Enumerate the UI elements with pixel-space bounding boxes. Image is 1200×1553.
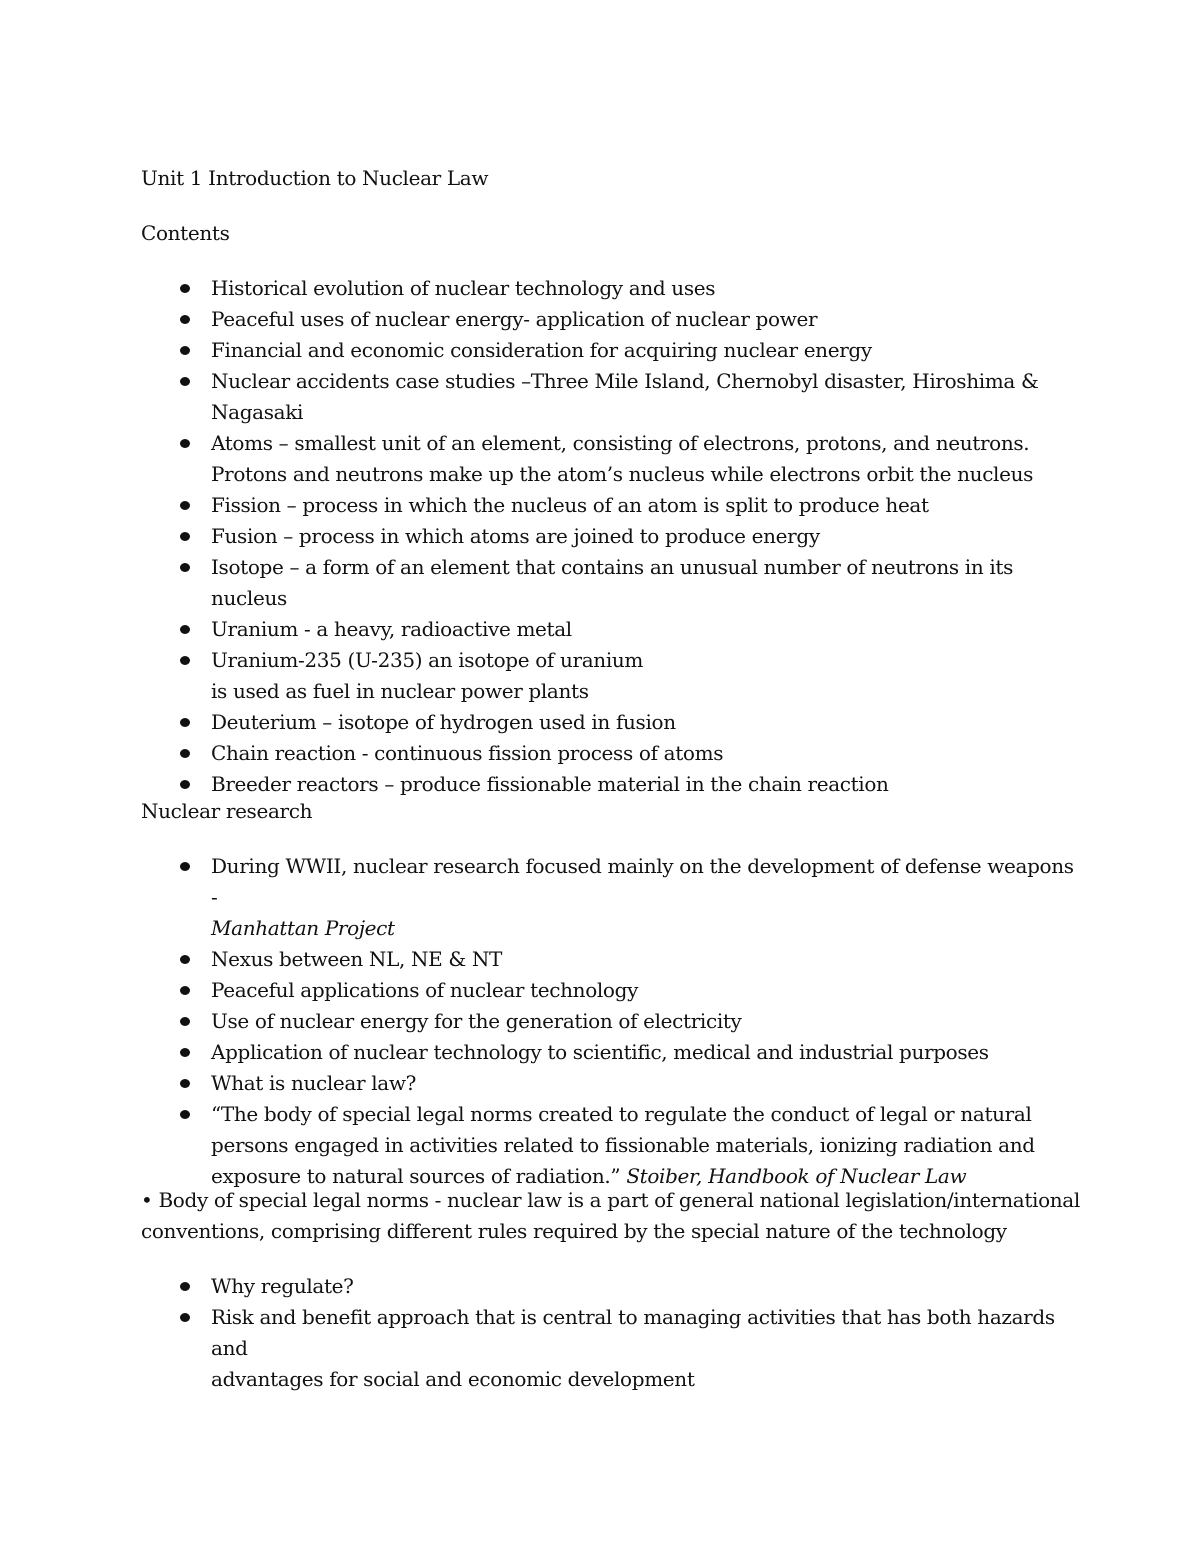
list-item: Peaceful applications of nuclear technology — [141, 975, 1081, 1006]
bullet-icon — [180, 377, 190, 386]
bullet-icon — [180, 563, 190, 572]
bullet-icon — [180, 284, 190, 293]
bullet-icon — [180, 718, 190, 727]
bullet-icon — [180, 1017, 190, 1026]
list-item: Nexus between NL, NE & NT — [141, 944, 1081, 975]
list-item: Why regulate? — [141, 1271, 1081, 1302]
list-item: Application of nuclear technology to scientific, medical and industrial purposes — [141, 1037, 1081, 1068]
list-item: Historical evolution of nuclear technology and uses — [141, 273, 1081, 304]
list-item: Deuterium – isotope of hydrogen used in fusion — [141, 707, 1081, 738]
bullet-icon — [180, 1079, 190, 1088]
list-item: Uranium - a heavy, radioactive metal — [141, 614, 1081, 645]
bullet-icon — [180, 749, 190, 758]
list-item: Peaceful uses of nuclear energy- application of nuclear power — [141, 304, 1081, 335]
citation: Stoiber, Handbook of Nuclear Law — [626, 1164, 967, 1188]
list-item: Financial and economic consideration for acquiring nuclear energy — [141, 335, 1081, 366]
contents-list — [141, 273, 1081, 800]
list-item: “The body of special legal norms created to regulate the conduct of legal or natural persons engaged in activities related to fissionable materials, ionizing radiation and exposure to natural sources of radiation.” Stoiber, Handbook of Nuclear Law — [141, 1099, 1081, 1192]
document-title: Unit 1 Introduction to Nuclear Law — [141, 166, 489, 190]
list-item: Isotope – a form of an element that contains an unusual number of neutrons in its nucleus — [141, 552, 1081, 614]
bullet-icon — [180, 1313, 190, 1322]
research-list — [141, 851, 1081, 1192]
list-item: During WWII, nuclear research focused mainly on the development of defense weapons - Manhattan Project — [141, 851, 1081, 944]
list-item: Risk and benefit approach that is central to managing activities that has both hazards and advantages for social and economic development — [141, 1302, 1081, 1395]
list-item: Fission – process in which the nucleus of an atom is split to produce heat — [141, 490, 1081, 521]
bullet-icon — [180, 780, 190, 789]
list-item: Atoms – smallest unit of an element, consisting of electrons, protons, and neutrons. Protons and neutrons make up the atom’s nucleus while electrons orbit the nucleus — [141, 428, 1081, 490]
bullet-icon — [180, 955, 190, 964]
bullet-icon — [180, 862, 190, 871]
list-item: Uranium-235 (U-235) an isotope of uranium is used as fuel in nuclear power plants — [141, 645, 1081, 707]
list-item: Use of nuclear energy for the generation of electricity — [141, 1006, 1081, 1037]
bullet-icon — [180, 346, 190, 355]
regulate-list — [141, 1271, 1081, 1395]
list-item: Nuclear accidents case studies –Three Mile Island, Chernobyl disaster, Hiroshima & Nagasaki — [141, 366, 1081, 428]
contents-heading: Contents — [141, 221, 230, 245]
bullet-icon — [180, 532, 190, 541]
list-item: Breeder reactors – produce fissionable material in the chain reaction — [141, 769, 1081, 800]
bullet-icon — [180, 986, 190, 995]
bullet-icon — [180, 625, 190, 634]
bullet-icon — [180, 315, 190, 324]
bullet-icon — [180, 1282, 190, 1291]
list-item: Chain reaction - continuous fission process of atoms — [141, 738, 1081, 769]
bullet-icon — [180, 656, 190, 665]
bullet-icon — [180, 501, 190, 510]
list-item: What is nuclear law? — [141, 1068, 1081, 1099]
bullet-icon — [180, 1048, 190, 1057]
list-item: Fusion – process in which atoms are joined to produce energy — [141, 521, 1081, 552]
research-heading: Nuclear research — [141, 799, 313, 823]
bullet-icon — [180, 1110, 190, 1119]
bullet-icon — [180, 439, 190, 448]
body-paragraph: • Body of special legal norms - nuclear law is a part of general national legislation/international conventions, comprising different rules required by the special nature of the technology — [141, 1188, 1080, 1243]
